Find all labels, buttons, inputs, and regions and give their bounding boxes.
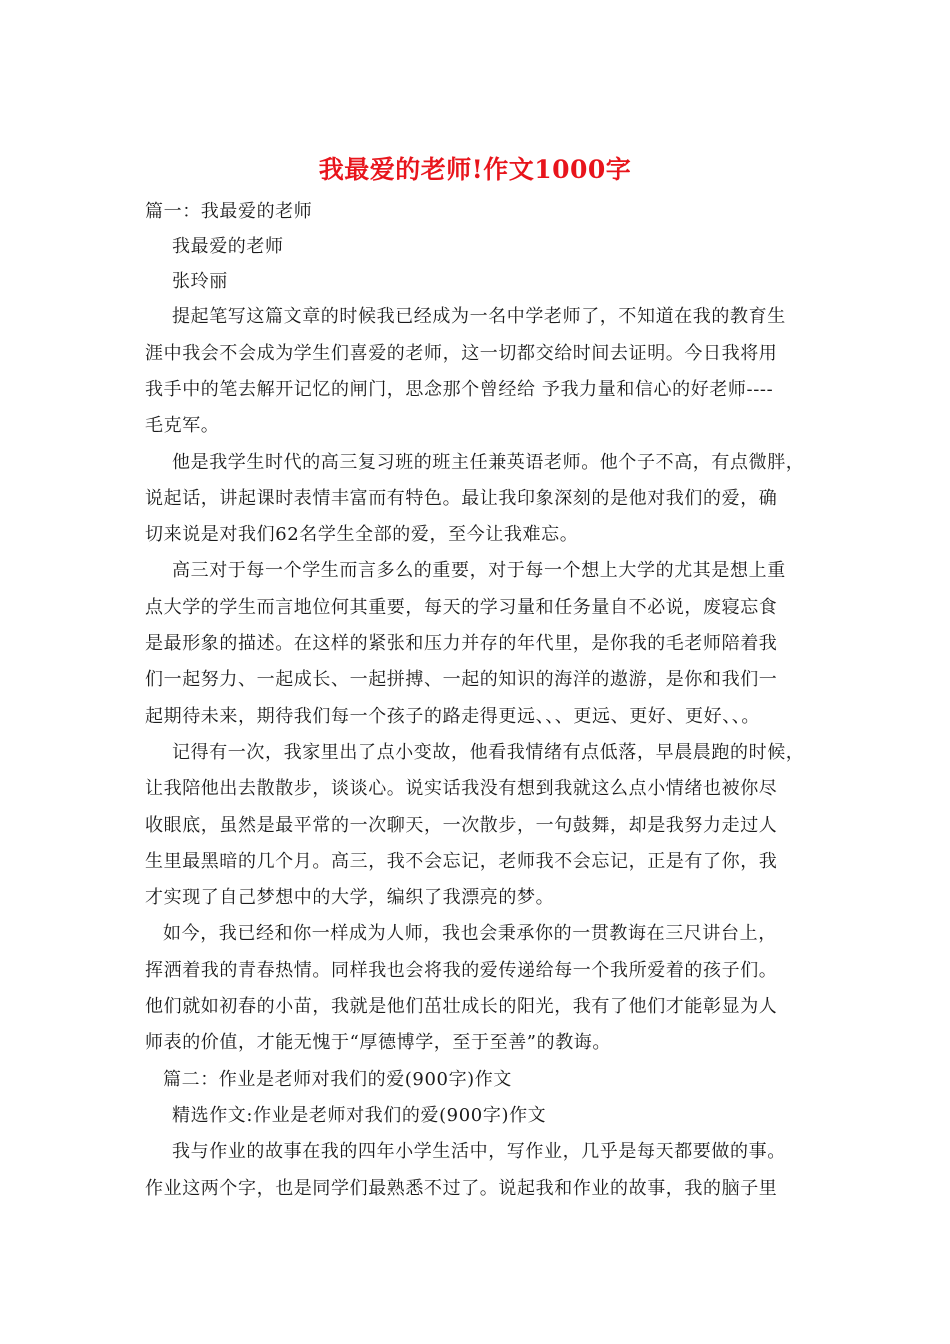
line-25: 篇二：作业是老师对我们的爱(900字)作文 <box>163 1069 512 1090</box>
line-21: 如今，我已经和你一样成为人师，我也会秉承你的一贯教诲在三尺讲台上， <box>163 923 777 944</box>
line-15: 起期待未来，期待我们每一个孩子的路走得更远、、、更远、更好、更好、、。 <box>145 706 760 727</box>
line-13: 是最形象的描述。在这样的紧张和压力并存的年代里，是你我的毛老师陪着我 <box>145 633 778 654</box>
line-19: 生里最黑暗的几个月。高三，我不会忘记，老师我不会忘记，正是有了你，我 <box>145 851 778 872</box>
line-28: 作业这两个字，也是同学们最熟悉不过了。说起我和作业的故事，我的脑子里 <box>145 1178 778 1199</box>
line-24: 师表的价值，才能无愧于“厚德博学，至于至善”的教诲。 <box>145 1032 612 1053</box>
line-02: 我最爱的老师 <box>172 236 284 257</box>
line-26: 精选作文:作业是老师对我们的爱(900字)作文 <box>172 1105 547 1126</box>
line-17: 让我陪他出去散散步，谈谈心。说实话我没有想到我就这么点小情绪也被你尽 <box>145 778 778 799</box>
line-05: 涯中我会不会成为学生们喜爱的老师，这一切都交给时间去证明。今日我将用 <box>145 343 778 364</box>
line-14: 们一起努力、一起成长、一起拼搏、一起的知识的海洋的遨游，是你和我们一 <box>145 669 778 690</box>
line-03: 张玲丽 <box>172 271 228 292</box>
line-23: 他们就如初春的小苗，我就是他们茁壮成长的阳光，我有了他们才能彰显为人 <box>145 996 778 1017</box>
line-09: 说起话，讲起课时表情丰富而有特色。最让我印象深刻的是他对我们的爱，确 <box>145 488 778 509</box>
line-22: 挥洒着我的青春热情。同样我也会将我的爱传递给每一个我所爱着的孩子们。 <box>145 960 778 981</box>
line-20: 才实现了自己梦想中的大学，编织了我漂亮的梦。 <box>145 887 555 908</box>
line-18: 收眼底，虽然是最平常的一次聊天，一次散步，一句鼓舞，却是我努力走过人 <box>145 815 778 836</box>
line-07: 毛克军。 <box>145 415 220 436</box>
line-04: 提起笔写这篇文章的时候我已经成为一名中学老师了，不知道在我的教育生 <box>172 306 786 327</box>
line-16: 记得有一次，我家里出了点小变故，他看我情绪有点低落，早晨晨跑的时候， <box>172 742 805 763</box>
line-08: 他是我学生时代的高三复习班的班主任兼英语老师。他个子不高，有点微胖， <box>172 452 805 473</box>
line-12: 点大学的学生而言地位何其重要，每天的学习量和任务量自不必说，废寝忘食 <box>145 597 778 618</box>
line-10: 切来说是对我们62名学生全部的爱，至今让我难忘。 <box>145 524 579 545</box>
line-06: 我手中的笔去解开记忆的闸门，思念那个曾经给 予我力量和信心的好老师---- <box>145 379 774 400</box>
line-01: 篇一：我最爱的老师 <box>145 201 313 222</box>
document-title: 我最爱的老师!作文1000字 <box>318 155 632 184</box>
line-11: 高三对于每一个学生而言多么的重要，对于每一个想上大学的尤其是想上重 <box>172 560 786 581</box>
line-27: 我与作业的故事在我的四年小学生活中，写作业，几乎是每天都要做的事。 <box>172 1141 786 1162</box>
